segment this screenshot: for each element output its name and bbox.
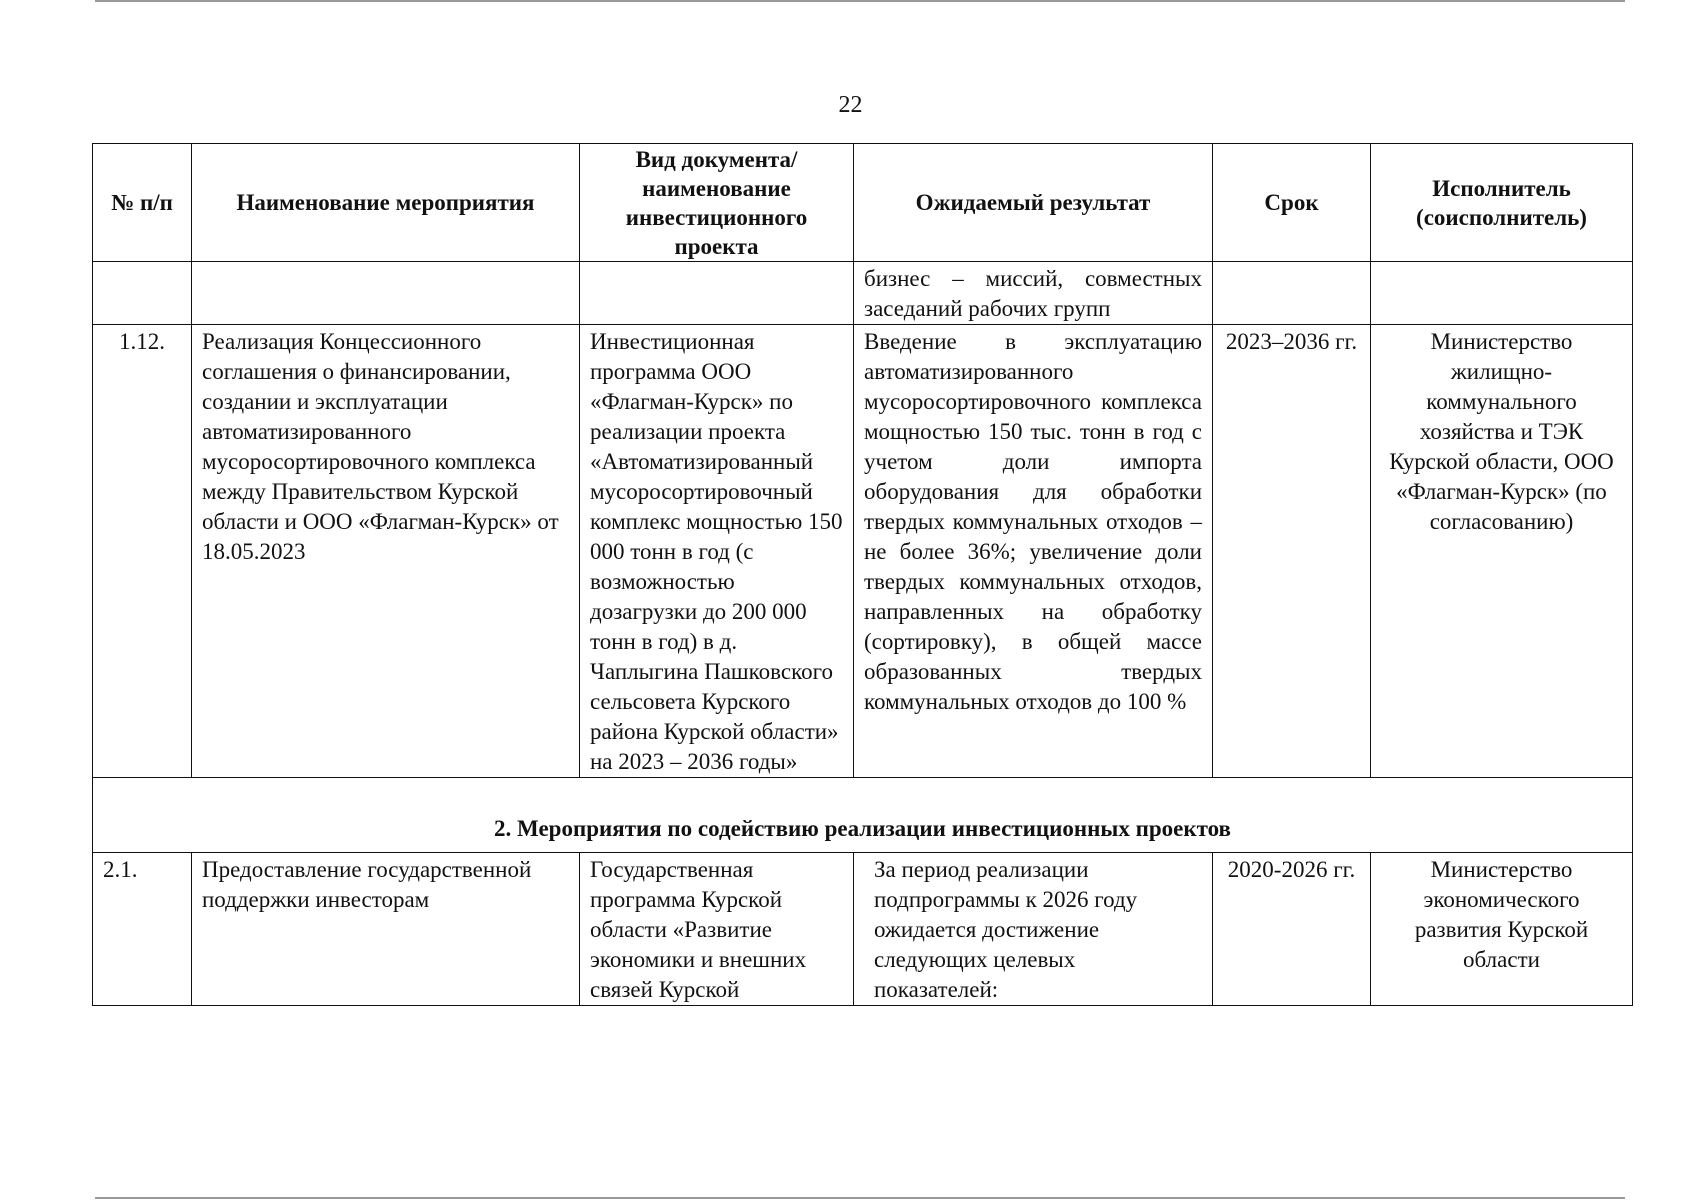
header-doc: Вид документа/ наименование инвестиционного проекта: [580, 144, 854, 262]
table-header-row: [93, 144, 1633, 262]
cell-name: Предоставление государственной поддержки инвесторам: [192, 853, 580, 1006]
cell-executor: Министерство жилищно-коммунального хозяйства и ТЭК Курской области, ООО «Флагман-Курск» (по согласованию): [1371, 325, 1633, 778]
cell-doc: [580, 262, 854, 325]
table-row-continuation: [93, 262, 1633, 325]
cell-name: Реализация Концессионного соглашения о финансировании, создании и эксплуатации автоматизированного мусоросортировочного комплекса между Правительством Курской области и ООО «Флагман-Курск» от 18.05.2023: [192, 325, 580, 778]
header-result: Ожидаемый результат: [854, 144, 1213, 262]
cell-num: 1.12.: [93, 325, 192, 778]
table-row-1-12: [93, 325, 1633, 778]
cell-name: [192, 262, 580, 325]
cell-term: [1213, 262, 1371, 325]
cell-result: бизнес – миссий, совместных заседаний рабочих групп: [854, 262, 1213, 325]
page-number: 22: [838, 92, 863, 118]
measures-table: [92, 143, 1633, 1006]
header-executor: Исполнитель (соисполнитель): [1371, 144, 1633, 262]
cell-executor: [1371, 262, 1633, 325]
bottom-rule: [95, 1197, 1625, 1199]
cell-doc: Инвестиционная программа ООО «Флагман-Курск» по реализации проекта «Автоматизированный мусоросортировочный комплекс мощностью 150 000 тонн в год (с возможностью дозагрузки до 200 000 тонн в год) в д. Чаплыгина Пашковского сельсовета Курского района Курской области» на 2023 – 2036 годы»: [580, 325, 854, 778]
cell-result: Введение в эксплуатацию автоматизированного мусоросортировочного комплекса мощностью 150 тыс. тонн в год с учетом доли импорта оборудования для обработки твердых коммунальных отходов – не более 36%; увеличение доли твердых коммунальных отходов, направленных на обработку (сортировку), в общей массе образованных твердых коммунальных отходов до 100 %: [854, 325, 1213, 778]
top-rule: [95, 0, 1625, 2]
cell-result: За период реализации подпрограммы к 2026 году ожидается достижение следующих целевых показателей:: [854, 853, 1213, 1006]
header-num: № п/п: [93, 144, 192, 262]
table-row-2-1: [93, 853, 1633, 1006]
cell-executor: Министерство экономического развития Курской области: [1371, 853, 1633, 1006]
header-name: Наименование мероприятия: [192, 144, 580, 262]
cell-num: 2.1.: [93, 853, 192, 1006]
header-term: Срок: [1213, 144, 1371, 262]
cell-doc: Государственная программа Курской области «Развитие экономики и внешних связей Курской: [580, 853, 854, 1006]
cell-term: 2020-2026 гг.: [1213, 853, 1371, 1006]
section-heading-row: [93, 778, 1633, 853]
cell-num: [93, 262, 192, 325]
cell-term: 2023–2036 гг.: [1213, 325, 1371, 778]
section-title: 2. Мероприятия по содействию реализации инвестиционных проектов: [93, 778, 1633, 853]
